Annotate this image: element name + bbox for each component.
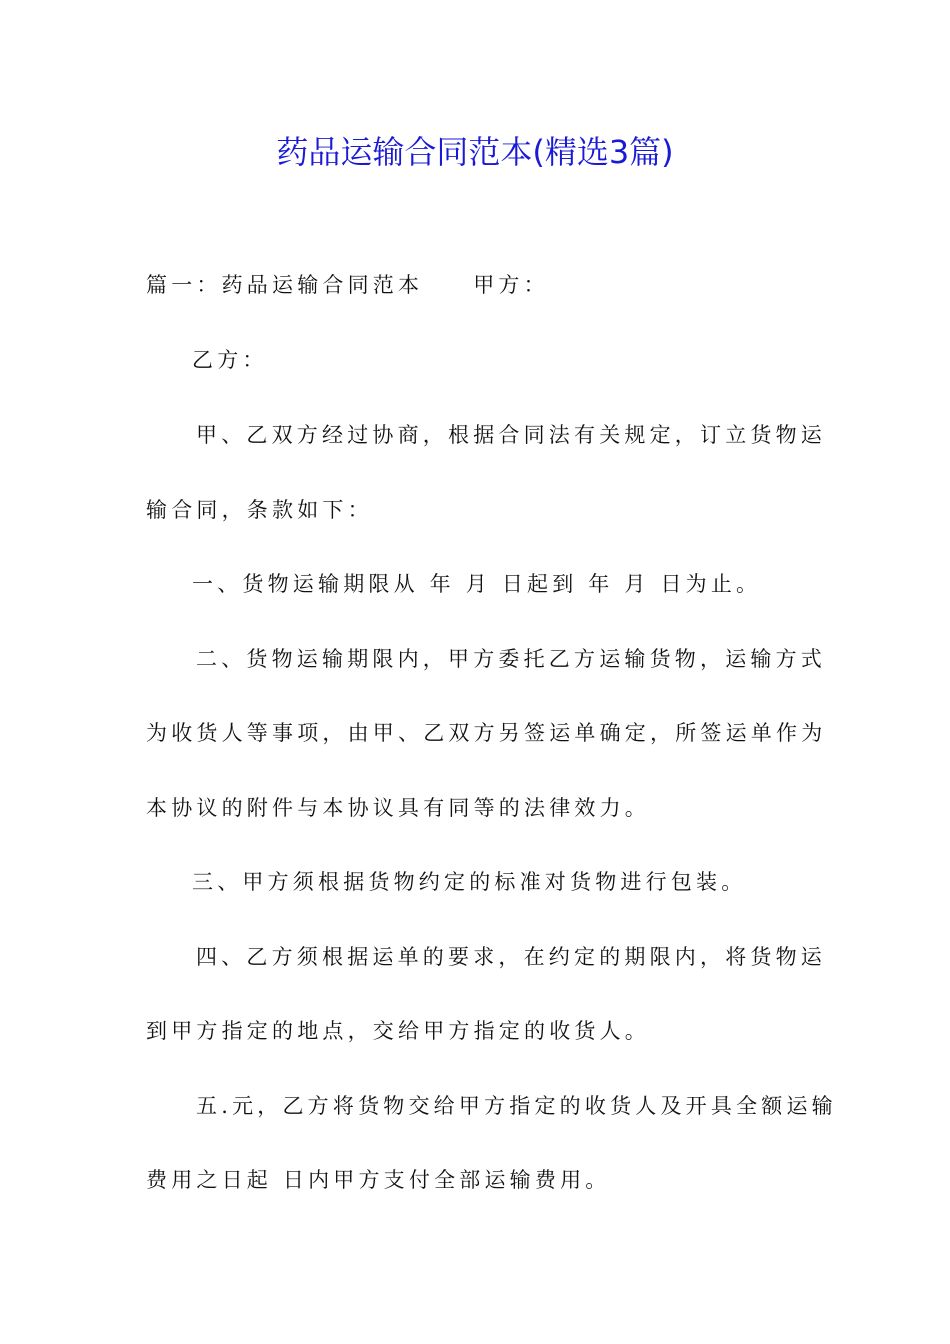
clause-line: 三、甲方须根据货物约定的标准对货物进行包装。	[192, 870, 747, 894]
clause-line: 二、货物运输期限内，甲方委托乙方运输货物，运输方式	[196, 647, 826, 671]
clause-line: 一、货物运输期限从 年 月 日起到 年 月 日为止。	[192, 572, 762, 596]
document-title: 药品运输合同范本(精选3篇)	[276, 133, 674, 171]
paragraph-line: 输合同，条款如下：	[146, 498, 373, 522]
section-heading: 篇一：药品运输合同范本	[146, 273, 424, 297]
paragraph-line: 到甲方指定的地点，交给甲方指定的收货人。	[146, 1019, 650, 1043]
paragraph-line: 费用之日起 日内甲方支付全部运输费用。	[146, 1168, 611, 1192]
party-a-label: 甲方：	[473, 273, 549, 297]
clause-line: 四、乙方须根据运单的要求，在约定的期限内，将货物运	[196, 945, 826, 969]
party-b-label: 乙方：	[192, 348, 268, 372]
clause-line: 五.元，乙方将货物交给甲方指定的收货人及开具全额运输	[196, 1094, 837, 1118]
paragraph-line: 本协议的附件与本协议具有同等的法律效力。	[146, 796, 650, 820]
paragraph-line: 为收货人等事项，由甲、乙双方另签运单确定，所签运单作为	[146, 721, 827, 745]
section-heading-line	[146, 270, 806, 300]
paragraph-line: 甲、乙双方经过协商，根据合同法有关规定，订立货物运	[196, 423, 826, 447]
